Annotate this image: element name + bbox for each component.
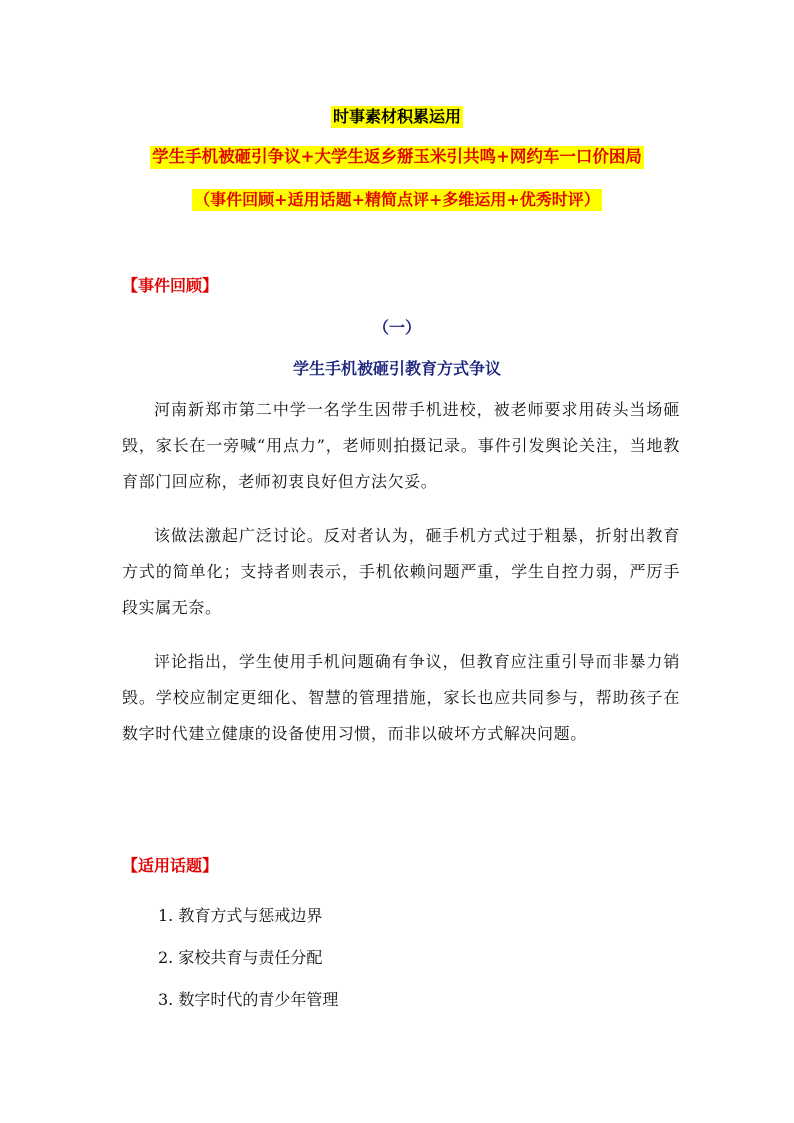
subtitle-highlight: 学生手机被砸引争议+大学生返乡掰玉米引共鸣+网约车一口价困局 xyxy=(150,146,644,169)
event-paragraph-1 xyxy=(122,392,680,500)
topic-item: 2. 家校共育与责任分配 xyxy=(158,948,323,967)
topic-list xyxy=(158,895,338,1021)
event-paragraph-2 xyxy=(122,518,680,626)
paragraph-text: 河南新郑市第二中学一名学生因带手机进校，被老师要求用砖头当场砸毁，家长在一旁喊“用点力”，老师则拍摄记录。事件引发舆论关注，当地教育部门回应称，老师初衷良好但方法欠妥。 xyxy=(122,400,680,491)
topic-item: 1. 教育方式与惩戒边界 xyxy=(158,906,323,925)
section-heading-event-review: 【事件回顾】 xyxy=(122,276,219,295)
topic-item: 3. 数字时代的青少年管理 xyxy=(158,990,339,1009)
outline-highlight: （事件回顾+适用话题+精简点评+多维运用+优秀时评） xyxy=(194,190,600,209)
section-heading-topics: 【适用话题】 xyxy=(122,856,219,875)
event-paragraph-3 xyxy=(122,644,680,752)
title-highlight: 时事素材积累运用 xyxy=(332,107,461,126)
document-title xyxy=(0,106,794,128)
paragraph-text: 该做法激起广泛讨论。反对者认为，砸手机方式过于粗暴，折射出教育方式的简单化；支持者则表示，手机依赖问题严重，学生自控力弱，严厉手段实属无奈。 xyxy=(122,526,680,617)
event-title: 学生手机被砸引教育方式争议 xyxy=(292,359,501,378)
document-subtitle xyxy=(0,146,794,169)
event-number: （一） xyxy=(372,318,421,337)
paragraph-text: 评论指出，学生使用手机问题确有争议，但教育应注重引导而非暴力销毁。学校应制定更细化、智慧的管理措施，家长也应共同参与，帮助孩子在数字时代建立健康的设备使用习惯，而非以破坏方式解决问题。 xyxy=(122,652,680,743)
document-outline xyxy=(0,189,794,211)
